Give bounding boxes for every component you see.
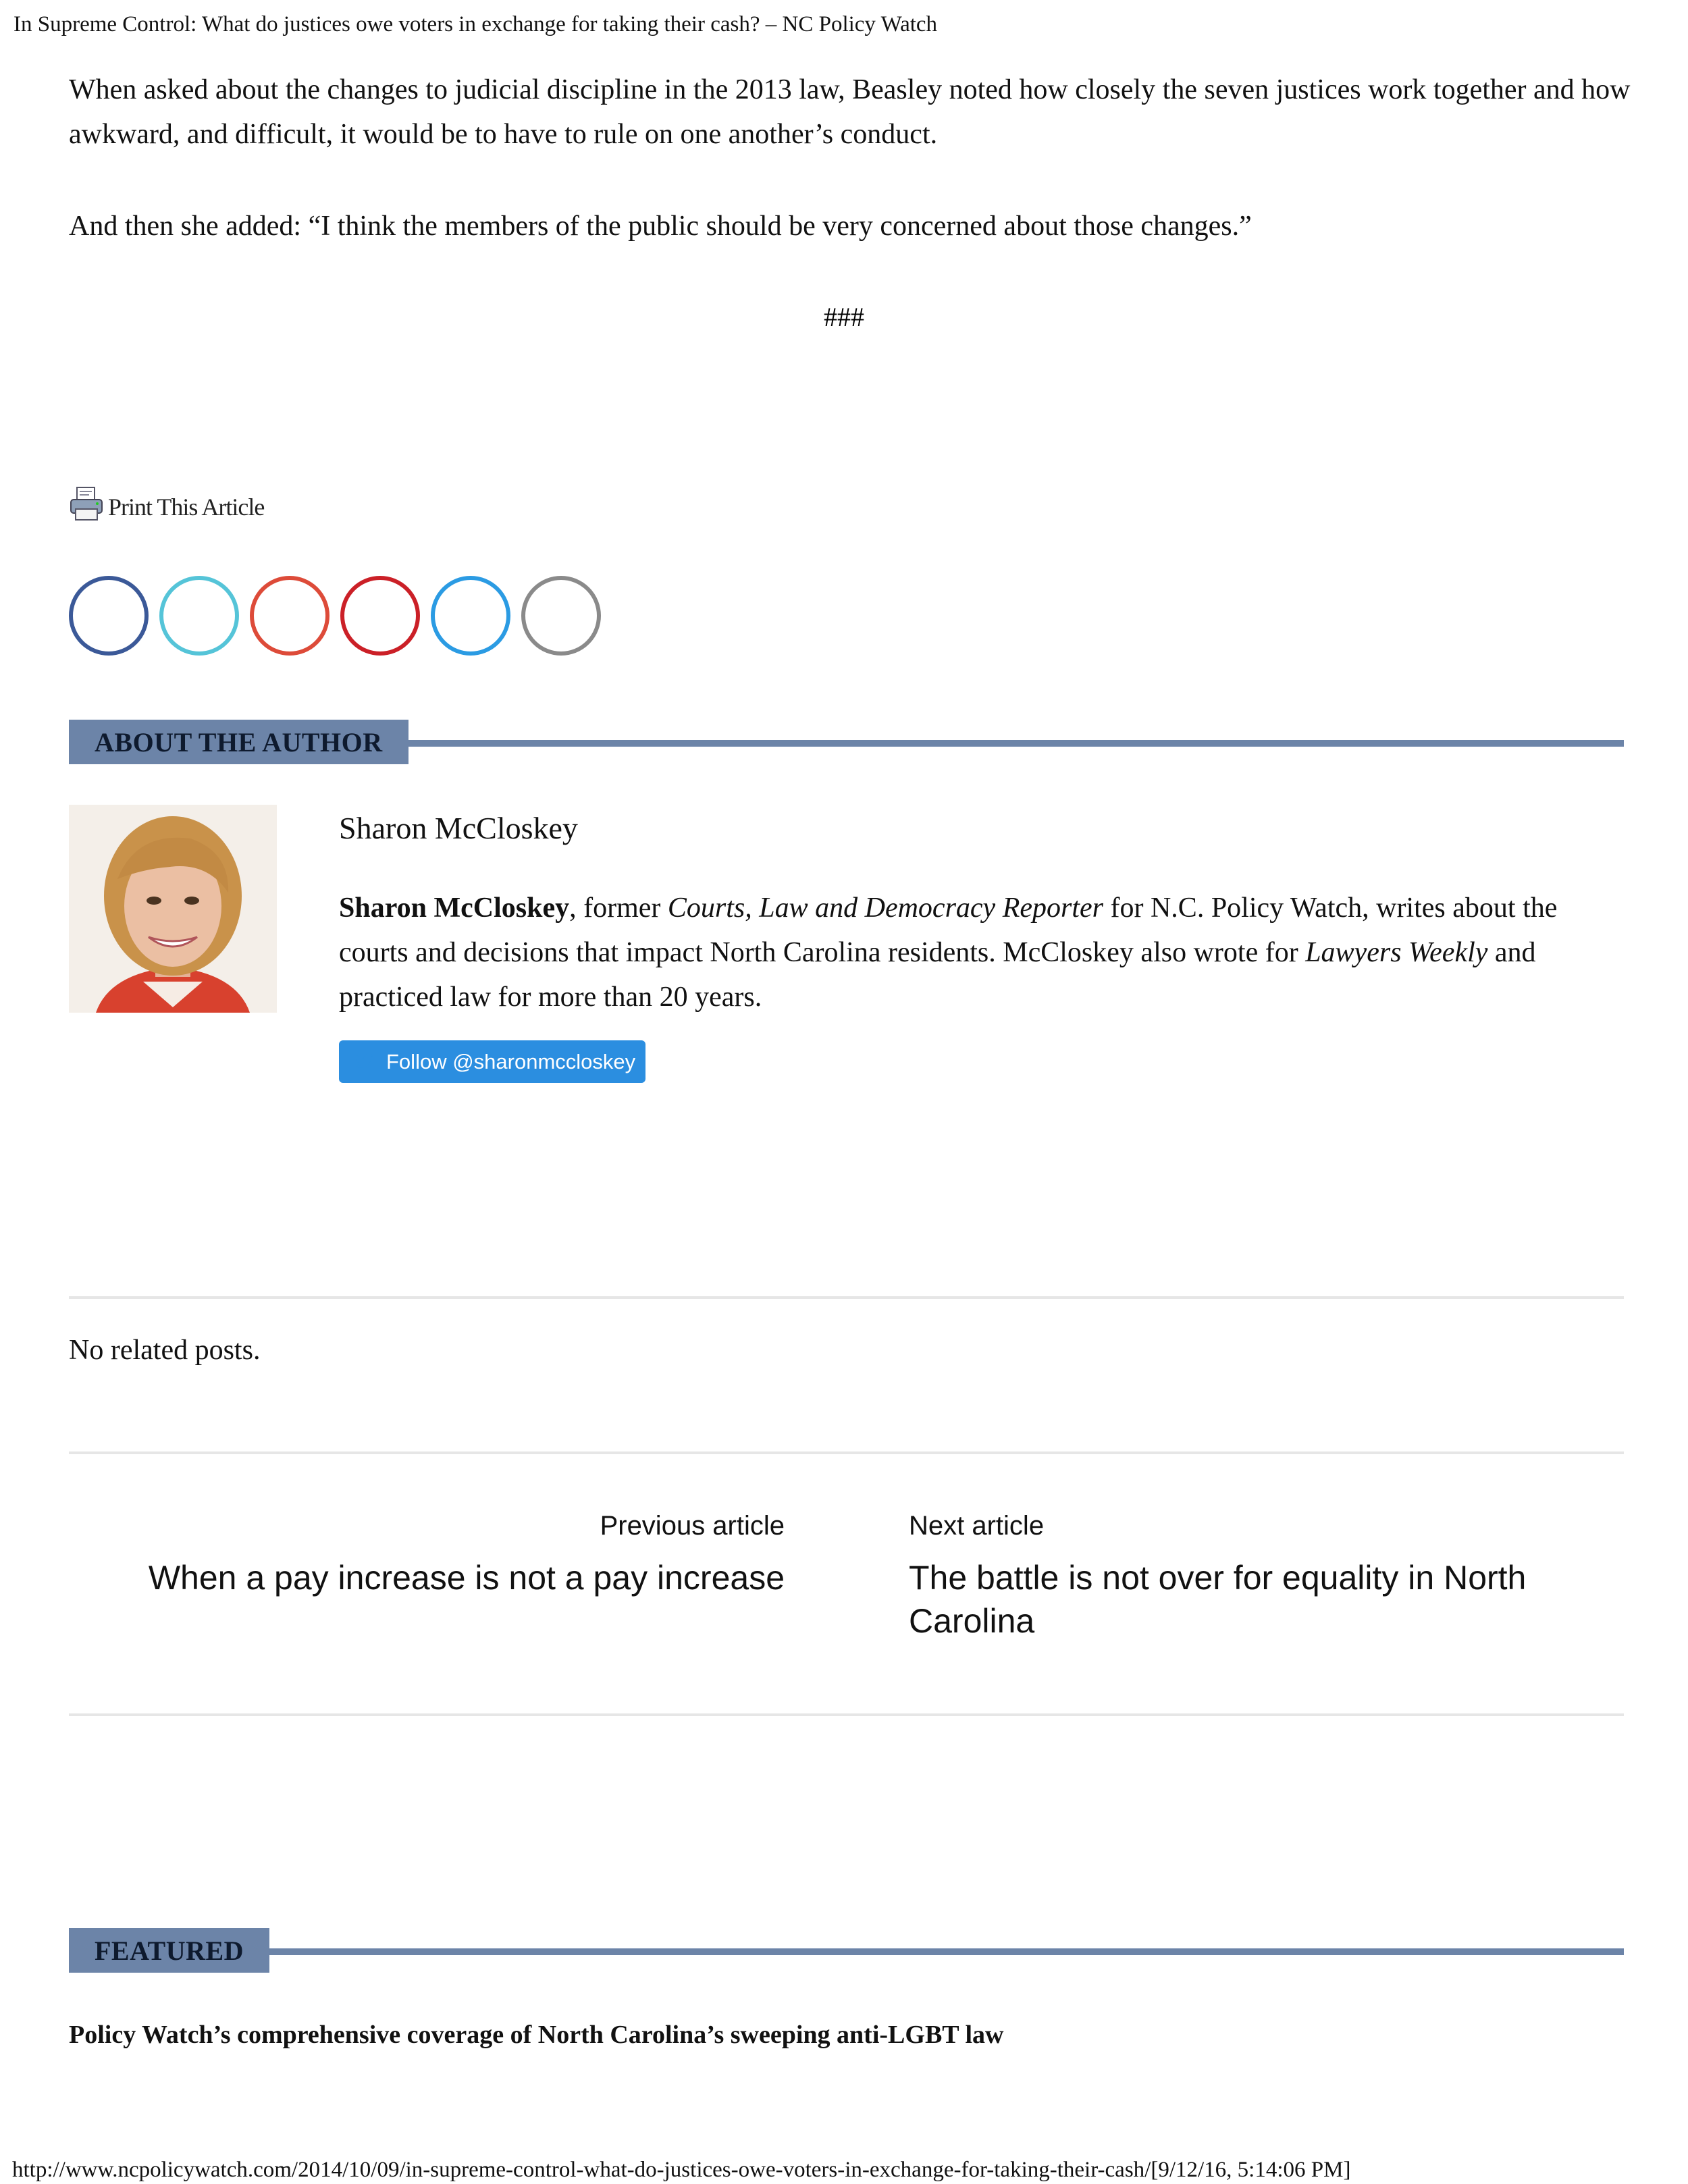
print-article-link[interactable] <box>69 486 264 527</box>
printer-icon <box>69 486 105 527</box>
page-header-title: In Supreme Control: What do justices owe voters in exchange for taking their cash? – NC Policy Watch <box>14 12 938 36</box>
previous-article-label: Previous article <box>600 1511 785 1541</box>
author-bio-publication: Lawyers Weekly <box>1305 937 1488 968</box>
share-google-plus-button[interactable] <box>250 576 329 656</box>
featured-heading-label: FEATURED <box>69 1928 269 1973</box>
share-email-button[interactable] <box>521 576 601 656</box>
author-name: Sharon McCloskey <box>339 811 578 845</box>
divider <box>69 1451 1624 1454</box>
print-article-label: Print This Article <box>108 493 265 521</box>
twitter-bird-icon <box>355 1054 373 1069</box>
about-author-heading-label: ABOUT THE AUTHOR <box>69 720 408 764</box>
author-avatar <box>69 805 277 1013</box>
related-posts-empty: No related posts. <box>69 1335 261 1366</box>
divider <box>69 1296 1624 1299</box>
featured-heading <box>69 1928 1624 1973</box>
article-paragraph: When asked about the changes to judicial discipline in the 2013 law, Beasley noted how closely the seven justices work together and how awkward, and difficult, it would be to have to rule on one another’s conduct. <box>69 74 1631 150</box>
share-facebook-button[interactable] <box>69 576 149 656</box>
author-bio <box>339 886 1608 1019</box>
about-author-heading <box>69 720 1624 764</box>
share-buttons <box>69 576 601 656</box>
section-divider-line <box>69 1948 1624 1955</box>
share-twitter-button[interactable] <box>159 576 239 656</box>
share-pinterest-button[interactable] <box>340 576 420 656</box>
page-footer-url: http://www.ncpolicywatch.com/2014/10/09/in-supreme-control-what-do-justices-owe-voters-in-exchange-for-taking-their-cash/[9/12/16, 5:14:06 PM] <box>12 2158 1351 2182</box>
author-bio-name: Sharon McCloskey <box>339 893 570 924</box>
author-bio-text: for N.C. Policy Watch, writes about the courts and decisions that impact North Carolina residents. McCloskey also wrote for <box>339 893 1558 968</box>
author-bio-title: Courts, Law and Democracy Reporter <box>667 893 1103 924</box>
share-linkedin-button[interactable] <box>431 576 510 656</box>
next-article-nav[interactable] <box>909 1511 1584 1643</box>
featured-article-link[interactable]: Policy Watch’s comprehensive coverage of North Carolina’s sweeping anti-LGBT law <box>69 2021 1004 2049</box>
article-paragraph: And then she added: “I think the members of the public should be very concerned about those changes.” <box>69 211 1252 242</box>
author-bio-text: , former <box>569 893 668 924</box>
author-bio-text: and practiced law for more than 20 years. <box>339 937 1536 1013</box>
previous-article-nav[interactable] <box>42 1511 785 1599</box>
next-article-title[interactable]: The battle is not over for equality in North Carolina <box>909 1559 1527 1640</box>
next-article-label: Next article <box>909 1511 1045 1541</box>
follow-twitter-label: Follow @sharonmccloskey <box>386 1050 636 1073</box>
divider <box>69 1713 1624 1716</box>
follow-twitter-button[interactable] <box>339 1040 645 1083</box>
article-end-mark: ### <box>824 302 864 332</box>
previous-article-title[interactable]: When a pay increase is not a pay increase <box>148 1559 785 1597</box>
